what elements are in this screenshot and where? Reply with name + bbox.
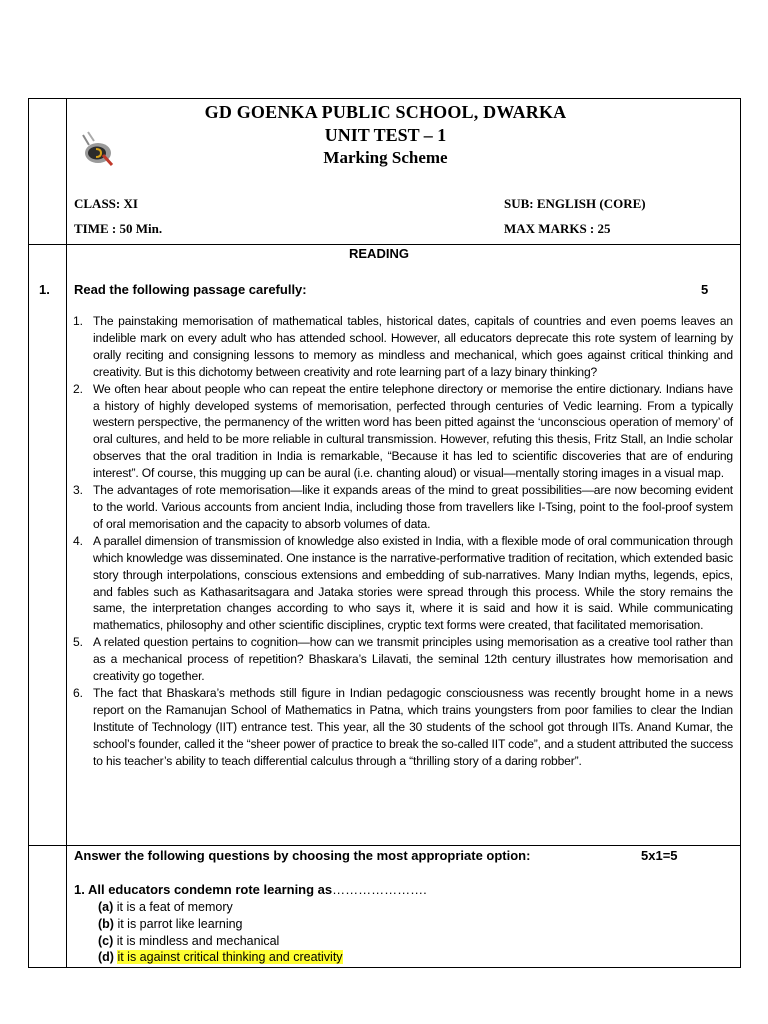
passage-instruction: Read the following passage carefully: xyxy=(74,282,307,297)
highlighted-answer: it is against critical thinking and creativity xyxy=(117,950,343,965)
question-1-options xyxy=(98,899,343,966)
passage-paragraph: 3. The advantages of rote memorisation—like it expands areas of the mind to great possibilities—are now becoming evident to the world. Various accounts from ancient India, including those from travellers like I-Tsing, point to the fool-proof system of oral memorisation and the capacity to absorb volumes of data. xyxy=(73,483,733,531)
passage-paragraph: 5. A related question pertains to cognition—how can we transmit principles using memorisation as a creative tool rather than as a mechanical process of repetition? Bhaskara’s Lilavati, the seminal 12th century illustrates how memorisation and creativity go together. xyxy=(73,635,733,684)
section-title: READING xyxy=(349,246,409,261)
school-name: GD GOENKA PUBLIC SCHOOL, DWARKA xyxy=(204,102,567,122)
number-column-divider xyxy=(66,99,67,967)
test-title: UNIT TEST – 1 xyxy=(324,125,447,145)
passage-paragraph: 2. We often hear about people who can repeat the entire telephone directory or memorise the entire dictionary. Indians have a history of highly developed systems of memorisation, perfected through centuries of Vedic learning. From a typically western perspective, the permanency of the written word has been pitted against the ‘unconscious operation of memory’ of oral cultures, and held to be more reliable in cultural transmission. However, refuting this thesis, Fritz Stall, an Indie scholar observes that the oral tradition in India is remarkable, “Because it has led to scientific discoveries that are of enduring interest”. Of course, this mugging up can be aural (i.e. chanting aloud) or visual—mentally storing images in a visual map. xyxy=(73,381,733,481)
marking-scheme-sheet xyxy=(28,98,741,968)
option-c: (c) it is mindless and mechanical xyxy=(98,933,280,948)
document-title: Marking Scheme xyxy=(323,148,448,167)
max-marks-label: MAX MARKS : 25 xyxy=(504,221,611,236)
header-divider xyxy=(29,244,740,245)
option-a: (a) it is a feat of memory xyxy=(98,900,233,914)
passage-marks: 5 xyxy=(701,282,709,297)
passage-paragraph: 4. A parallel dimension of transmission of knowledge also existed in India, with a flexible mode of oral communication through which knowledge was disseminated. One instance is the narrative-performative tradition of recitation, which extended basic story through interpolations, conscious extensions and embedding of sub-narratives. Many Indian myths, legends, epics, and fables such as Kathasaritsagara and Jataka stories were spread through this process. While the story remains the same, the interpretation changes according to who says it, where it is said and how it is said. While communicating mathematics, philosophy and other scientific disciplines, cryptic text forms were created, that facilitated memorisation. xyxy=(73,533,733,633)
question-1: 1. All educators condemn rote learning as…………………. xyxy=(74,882,427,897)
class-label: CLASS: XI xyxy=(74,196,138,211)
question-number: 1. xyxy=(39,282,50,297)
answer-marks: 5x1=5 xyxy=(641,848,678,863)
reading-passage xyxy=(69,313,733,769)
passage-paragraph: 1. The painstaking memorisation of mathematical tables, historical dates, capitals of countries and even poems leaves an indelible mark on every adult who has attended school. However, all educators deprecate this rote system of learning by orally reciting and consigning lessons to memory as mindless and mechanical, which goes against critical thinking and creativity. But is this dichotomy between creativity and rote learning part of a lazy binary thinking? xyxy=(73,314,733,379)
answer-instruction: Answer the following questions by choosing the most appropriate option: xyxy=(74,848,531,863)
passage-paragraph: 6. The fact that Bhaskara’s methods still figure in Indian pedagogic consciousness was recently brought home in a news report on the Ramanujan School of Mathematics in Patna, which trains youngsters from poor families to clear the Indian Institute of Technology (IIT) entrance test. This year, all the 30 students of the school got through IITs. Anand Kumar, the school’s founder, called it the “sheer power of practice to break the so-called IIT code”, and a student attributed the success to his teacher’s ability to teach differential calculus through a “thrilling story of a daring robber”. xyxy=(73,685,733,768)
time-label: TIME : 50 Min. xyxy=(74,221,163,236)
subject-label: SUB: ENGLISH (CORE) xyxy=(504,196,646,211)
option-d-correct-answer: (d) it is against critical thinking and creativity xyxy=(98,950,343,965)
option-b: (b) it is parrot like learning xyxy=(98,916,243,931)
questions-divider xyxy=(29,845,740,846)
